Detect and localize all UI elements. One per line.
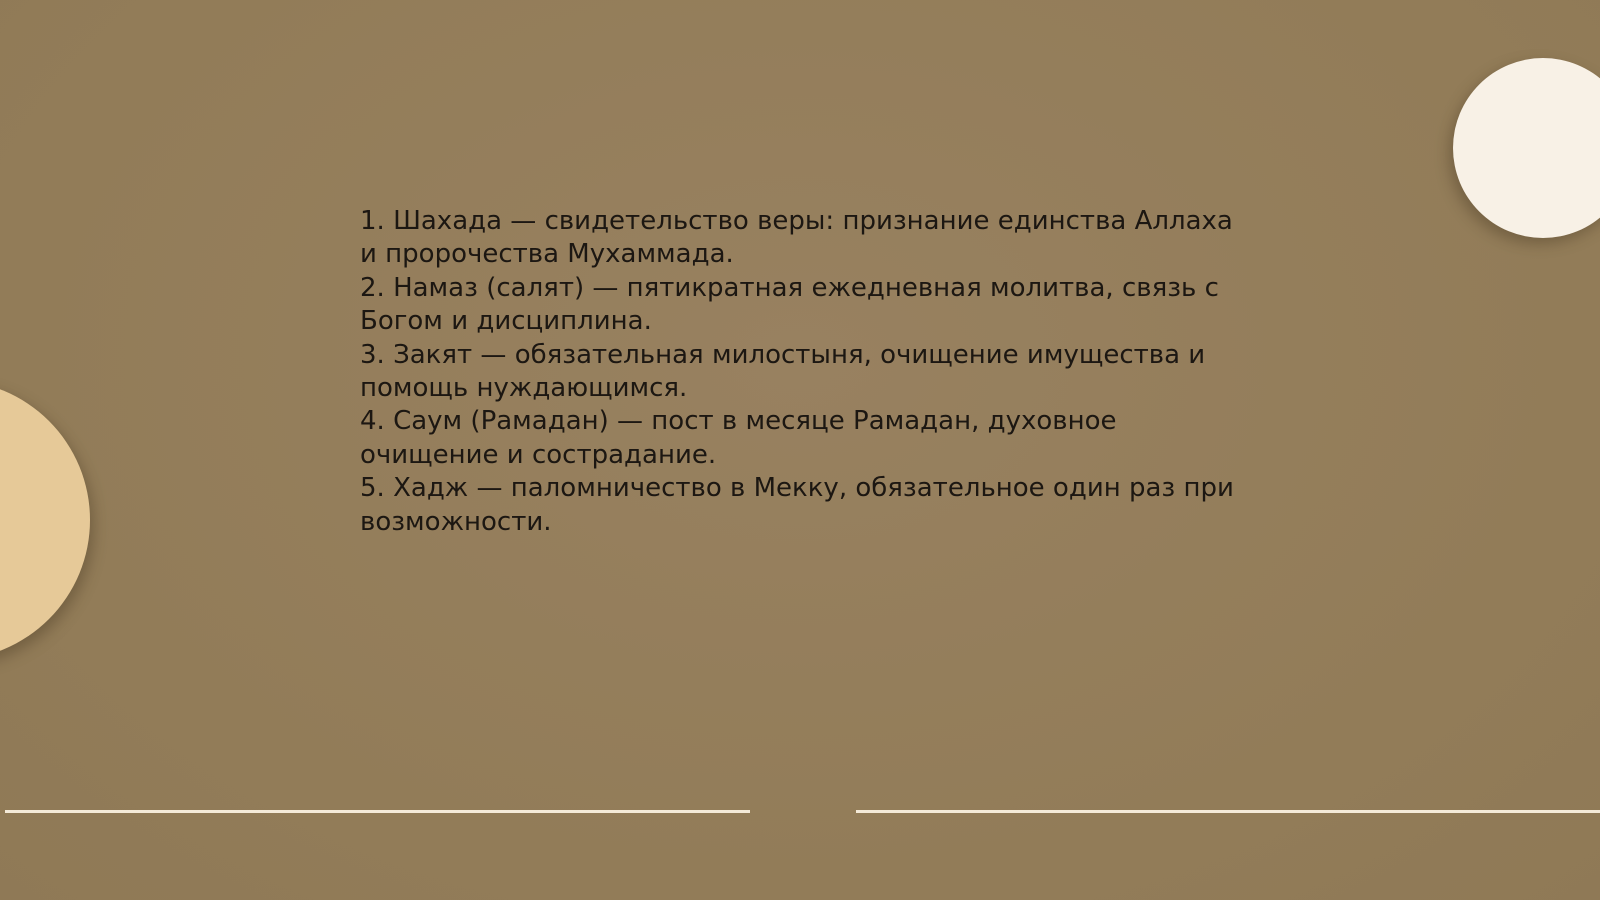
divider-line-left <box>5 810 750 813</box>
pillar-item-zakat: 3. Закят — обязательная милостыня, очищение имущества и помощь нуждающимся. <box>360 339 1206 404</box>
pillar-item-namaz: 2. Намаз (салят) — пятикратная ежедневная молитва, связь с Богом и дисциплина. <box>360 272 1219 337</box>
decorative-circle-left <box>0 380 90 660</box>
pillar-item-saum: 4. Саум (Рамадан) — пост в месяце Рамадан, духовное очищение и сострадание. <box>360 406 1117 470</box>
pillar-item-shahada: 1. Шахада — свидетельство веры: признание единства Аллаха и пророчества Мухаммада. <box>360 206 1233 270</box>
divider-line-right <box>856 810 1600 813</box>
decorative-circle-top-right <box>1453 58 1600 238</box>
pillars-list <box>360 205 1240 539</box>
pillar-item-hajj: 5. Хадж — паломничество в Мекку, обязательное один раз при возможности. <box>360 473 1234 537</box>
